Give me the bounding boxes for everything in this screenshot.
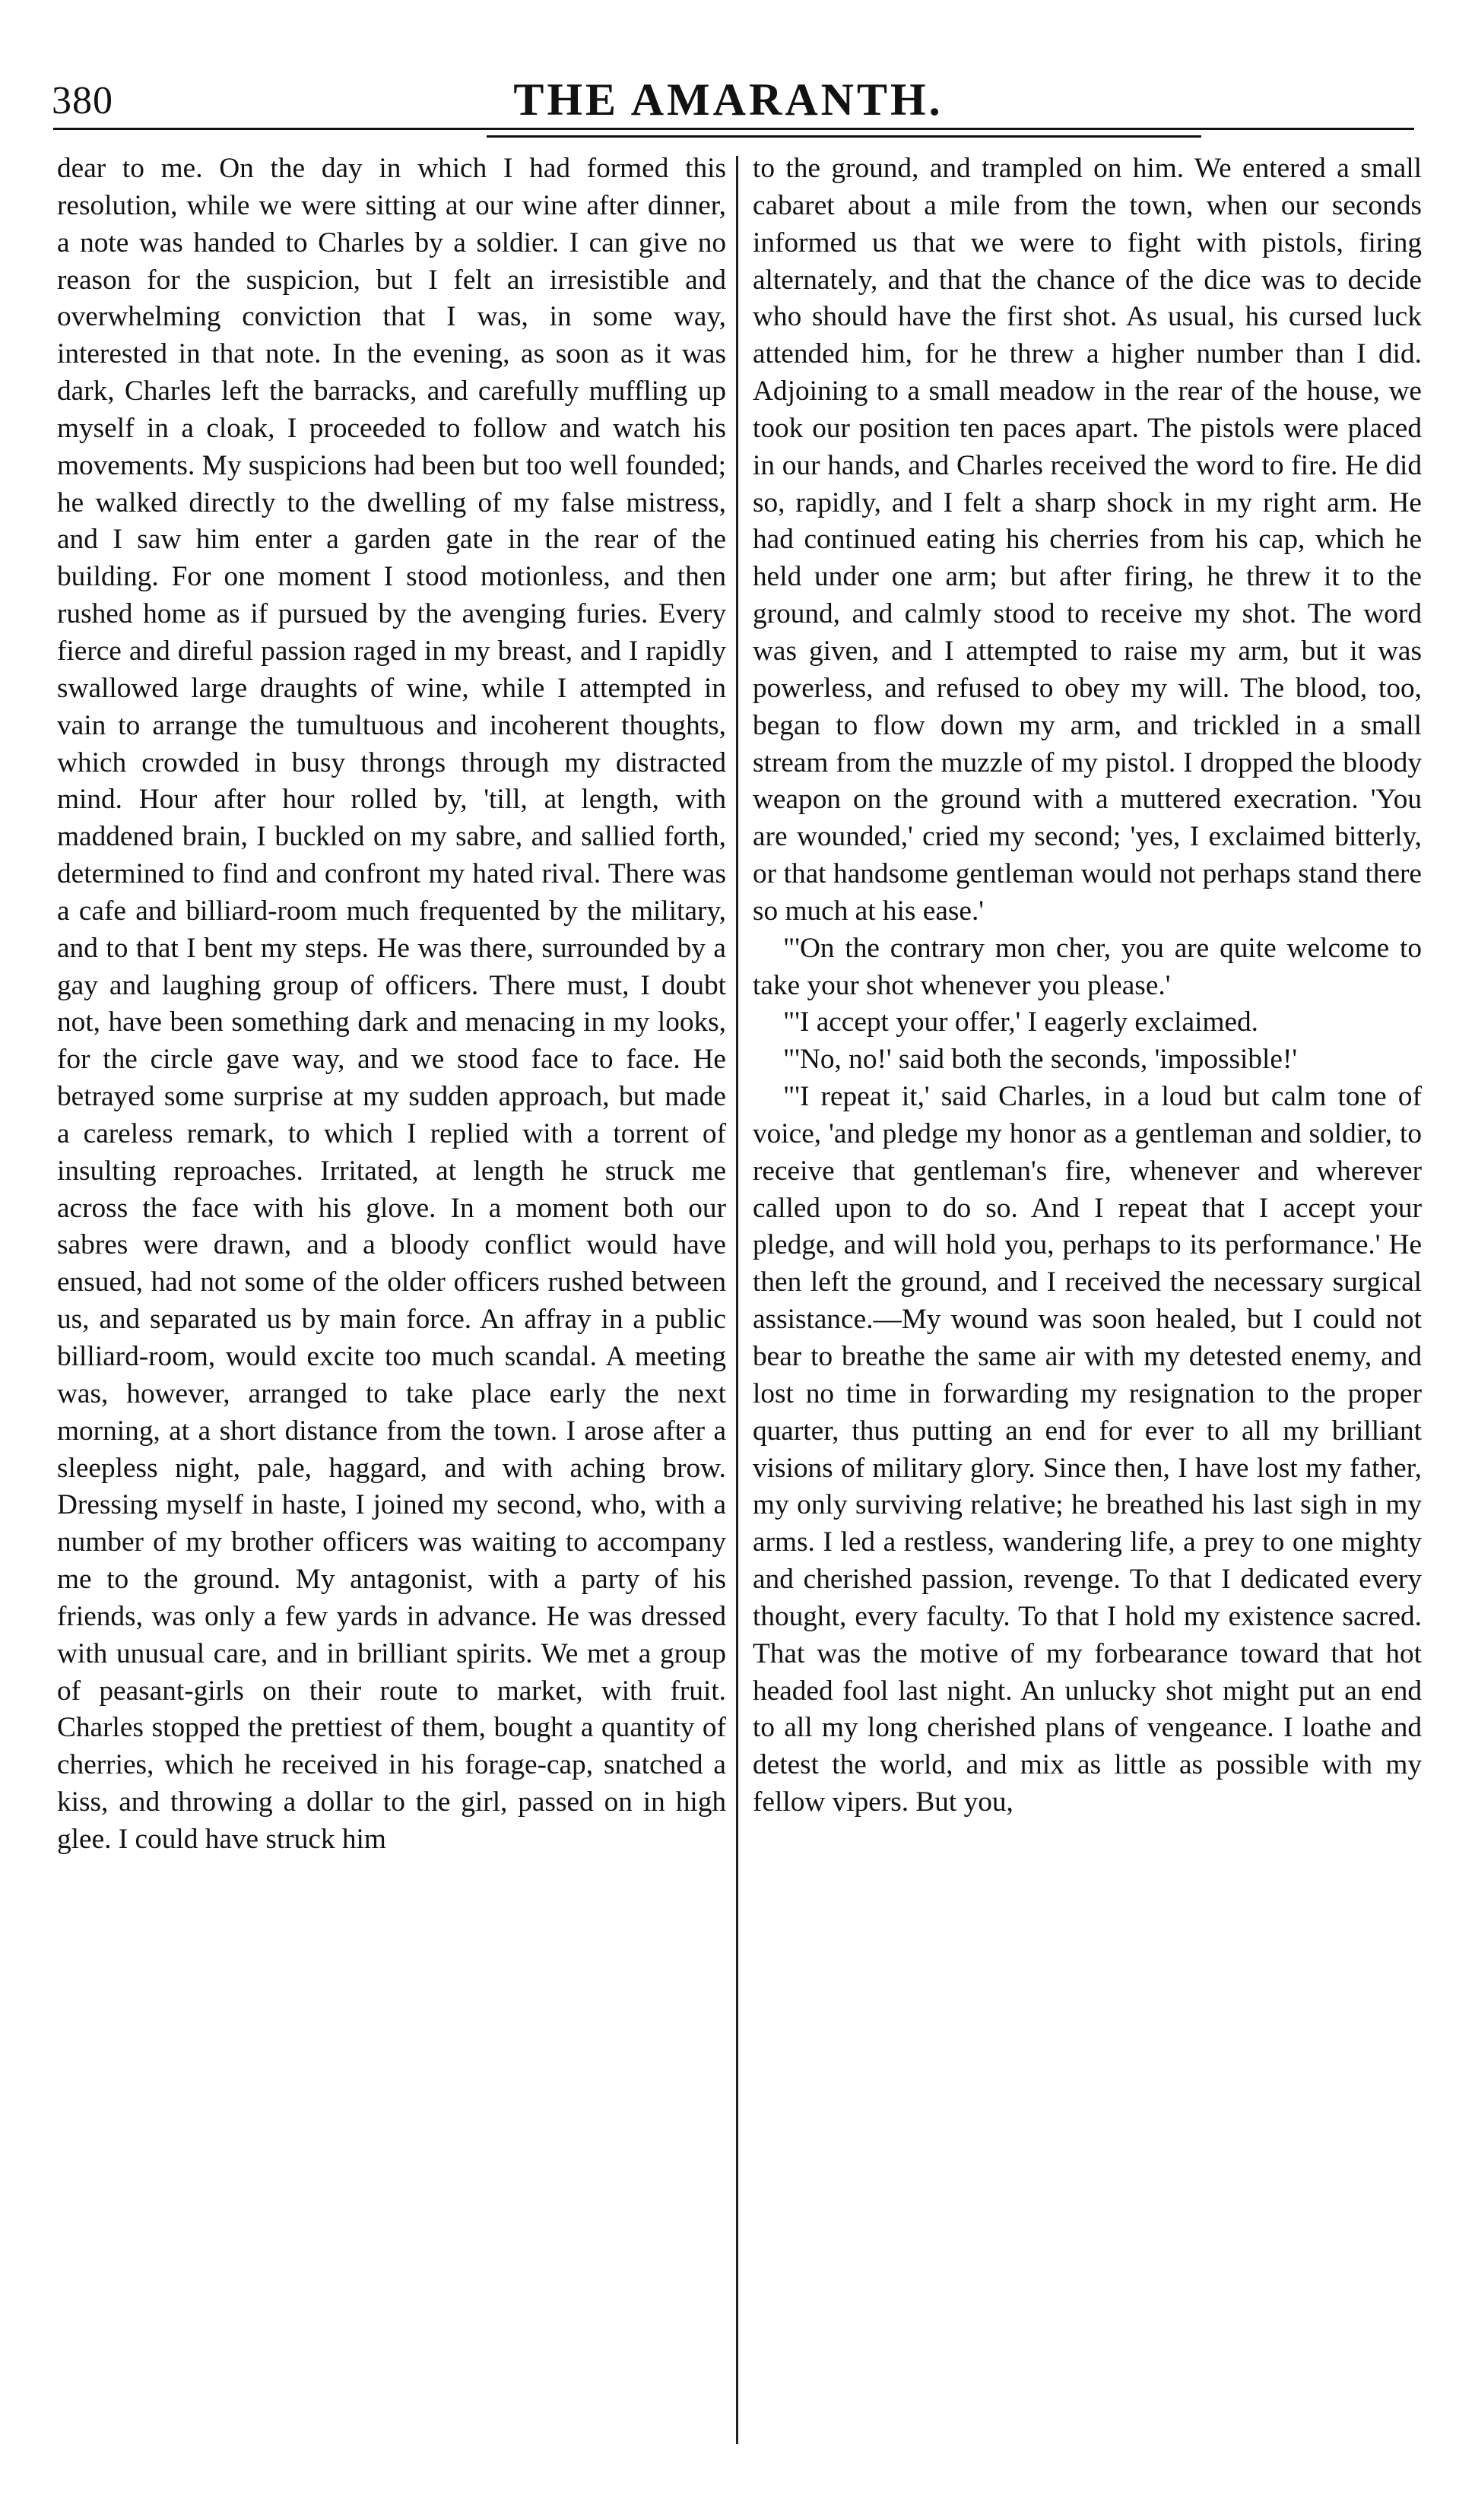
paragraph: "'I repeat it,' said Charles, in a loud but calm tone of voice, 'and pledge my honor as a gentleman and soldier, to receive that gentleman's fire, whenever and wherever called upon to do so. And I repeat that I accept your pledge, and will hold you, perhaps to its performance.' He then left the ground, and I received the necessary surgical assistance.—My wound was soon healed, but I could not bear to breathe the same air with my detested enemy, and lost no time in forwarding my resignation to the proper quarter, thus putting an end for ever to all my brilliant visions of military glory. Since then, I have lost my father, my only surviving relative; he breathed his last sigh in my arms. I led a restless, wandering life, a prey to one mighty and cherished passion, revenge. To that I dedicated every thought, every faculty. To that I hold my existence sacred. That was the motive of my forbearance toward that hot headed fool last night. An unlucky shot might put an end to all my long cherished plans of vengeance. I loathe and detest the world, and mix as little as possible with my fellow vipers. But you, [753, 1081, 1422, 1818]
header-rule [53, 128, 1414, 130]
column-divider [736, 156, 738, 2444]
paragraph: dear to me. On the day in which I had formed this resolution, while we were sitting at our wine after dinner, a note was handed to Charles by a soldier. I can give no reason for the suspicion, but I felt an irresistible and overwhelming conviction that I was, in some way, interested in that note. In the evening, as soon as it was dark, Charles left the barracks, and carefully muffling up myself in a cloak, I proceeded to follow and watch his movements. My suspicions had been but too well founded; he walked directly to the dwelling of my false mistress, and I saw him enter a garden gate in the rear of the building. For one moment I stood motionless, and then rushed home as if pursued by the avenging furies. Every fierce and direful passion raged in my breast, and I rapidly swallowed large draughts of wine, while I attempted in vain to arrange the tumultuous and incoherent thoughts, which crowded in busy throngs through my distracted mind. Hour after hour rolled by, 'till, at length, with maddened brain, I buckled on my sabre, and sallied forth, determined to find and confront my hated rival. There was a cafe and billiard-room much frequented by the military, and to that I bent my steps. He was there, surrounded by a gay and laughing group of officers. There must, I doubt not, have been something dark and menacing in my looks, for the circle gave way, and we stood face to face. He betrayed some surprise at my sudden approach, but made a careless remark, to which I replied with a torrent of insulting reproaches. Irritated, at length he struck me across the face with his glove. In a moment both our sabres were drawn, and a bloody conflict would have ensued, had not some of the older officers rushed between us, and separated us by main force. An affray in a public billiard-room, would excite too much scandal. A meeting was, however, arranged to take place early the next morning, at a short distance from the town. I arose after a sleepless night, pale, haggard, and with aching brow. Dressing myself in haste, I joined my second, who, with a number of my brother officers was waiting to accompany me to the ground. My antagonist, with a party of his friends, was only a few yards in advance. He was dressed with unusual care, and in brilliant spirits. We met a group of peasant-girls on their route to market, with fruit. Charles stopped the prettiest of them, bought a quantity of cherries, which he received in his forage-cap, snatched a kiss, and throwing a dollar to the girl, passed on in high glee. I could have struck him [57, 153, 726, 1855]
paragraph: "'No, no!' said both the seconds, 'impossible!' [783, 1044, 1298, 1076]
page-number: 380 [52, 79, 113, 122]
paragraph: "'I accept your offer,' I eagerly exclaimed. [783, 1006, 1258, 1038]
page-header [44, 72, 1413, 144]
right-column [753, 151, 1422, 2446]
left-column [57, 151, 726, 2446]
paragraph: to the ground, and trampled on him. We entered a small cabaret about a mile from the town, when our seconds informed us that we were to fight with pistols, firing alternately, and that the chance of the dice was to decide who should have the first shot. As usual, his cursed luck attended him, for he threw a higher number than I did. Adjoining to a small meadow in the rear of the house, we took our position ten paces apart. The pistols were placed in our hands, and Charles received the word to fire. He did so, rapidly, and I felt a sharp shock in my right arm. He had continued eating his cherries from his cap, which he held under one arm; but after firing, he threw it to the ground, and calmly stood to receive my shot. The word was given, and I attempted to raise my arm, but it was powerless, and refused to obey my will. The blood, too, began to flow down my arm, and trickled in a small stream from the muzzle of my pistol. I dropped the bloody weapon on the ground with a muttered execration. 'You are wounded,' cried my second; 'yes, I exclaimed bitterly, or that handsome gentleman would not perhaps stand there so much at his ease.' [753, 153, 1422, 927]
journal-title: THE AMARANTH. [513, 74, 944, 125]
paragraph: "'On the contrary mon cher, you are quite welcome to take your shot whenever you please.' [753, 932, 1422, 1001]
header-rule-secondary [487, 135, 1201, 138]
